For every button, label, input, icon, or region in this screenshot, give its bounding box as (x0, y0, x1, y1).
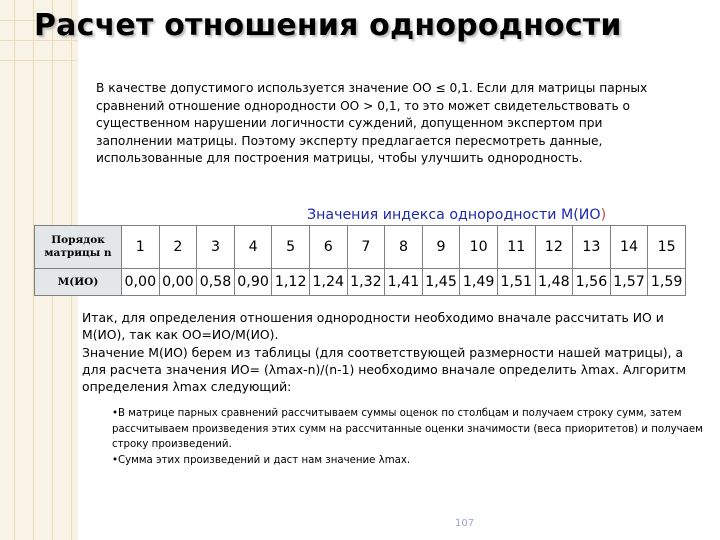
order-cell: 7 (347, 226, 385, 269)
table-row-mio (35, 269, 686, 296)
mio-value-cell: 1,48 (535, 269, 573, 296)
order-cell: 2 (159, 226, 197, 269)
page-number: 107 (455, 518, 475, 529)
order-cell: 1 (122, 226, 160, 269)
order-cell: 15 (648, 226, 686, 269)
mio-value-cell: 0,90 (234, 269, 272, 296)
mio-value-cell: 1,57 (610, 269, 648, 296)
explanation-paragraph-2: Значение М(ИО) берем из таблицы (для соответствующей размерности нашей матрицы), а для расчета значения ИО= (λmax-n)/(n-1) необходимо вначале определить λmax. Алгоритм определения λmax следующий: (82, 344, 686, 395)
order-cell: 9 (422, 226, 460, 269)
mio-value-cell: 0,00 (159, 269, 197, 296)
order-cell: 6 (309, 226, 347, 269)
explanation-paragraph-1: Итак, для определения отношения однородности необходимо вначале рассчитать ИО и М(ИО), так как ОО=ИО/М(ИО). (82, 310, 664, 343)
mio-value-cell: 1,32 (347, 269, 385, 296)
mio-value-cell: 1,56 (573, 269, 611, 296)
order-cell: 8 (385, 226, 423, 269)
table-row-order (35, 226, 686, 269)
order-cell: 13 (573, 226, 611, 269)
order-cell: 5 (272, 226, 310, 269)
order-cell: 3 (197, 226, 235, 269)
mio-value-cell: 1,45 (422, 269, 460, 296)
bullet-item: •В матрице парных сравнений рассчитываем суммы оценок по столбцам и получаем строку сумм, затем рассчитываем произведения этих сумм на рассчитанные оценки значимости (веса приоритетов) и получаем строку произведений. (112, 408, 703, 451)
mio-value-cell: 1,59 (648, 269, 686, 296)
mio-value-cell: 1,49 (460, 269, 498, 296)
order-cell: 12 (535, 226, 573, 269)
order-cell: 4 (234, 226, 272, 269)
mio-value-cell: 0,58 (197, 269, 235, 296)
intro-paragraph: В качестве допустимого используется значение ОО ≤ 0,1. Если для матрицы парных сравнений отношение однородности ОО > 0,1, то это может свидетельствовать о существенном нарушении логичности суждений, допущенном экспертом при заполнении матрицы. Поэтому эксперту предлагается пересмотреть данные, использованные для построения матрицы, чтобы улучшить однородность. (96, 81, 648, 166)
mio-value-cell: 1,41 (385, 269, 423, 296)
table-caption-paren: ) (600, 207, 607, 223)
order-cell: 11 (497, 226, 535, 269)
row-header-mio: М(ИО) (35, 269, 122, 296)
mio-value-cell: 1,51 (497, 269, 535, 296)
mio-value-cell: 0,00 (122, 269, 160, 296)
consistency-index-table (34, 225, 686, 296)
mio-value-cell: 1,12 (272, 269, 310, 296)
mio-value-cell: 1,24 (309, 269, 347, 296)
explanation-text (82, 309, 702, 395)
order-cell: 10 (460, 226, 498, 269)
slide-title: Расчет отношения однородности (34, 8, 622, 43)
order-cell: 14 (610, 226, 648, 269)
table-caption (307, 207, 606, 223)
algorithm-bullets (112, 406, 704, 468)
bullet-item: •Сумма этих произведений и даст нам значение λmax. (112, 454, 411, 466)
row-header-order: Порядок матрицы n (35, 226, 122, 269)
table-caption-text: Значения индекса однородности М(ИО (307, 207, 601, 223)
